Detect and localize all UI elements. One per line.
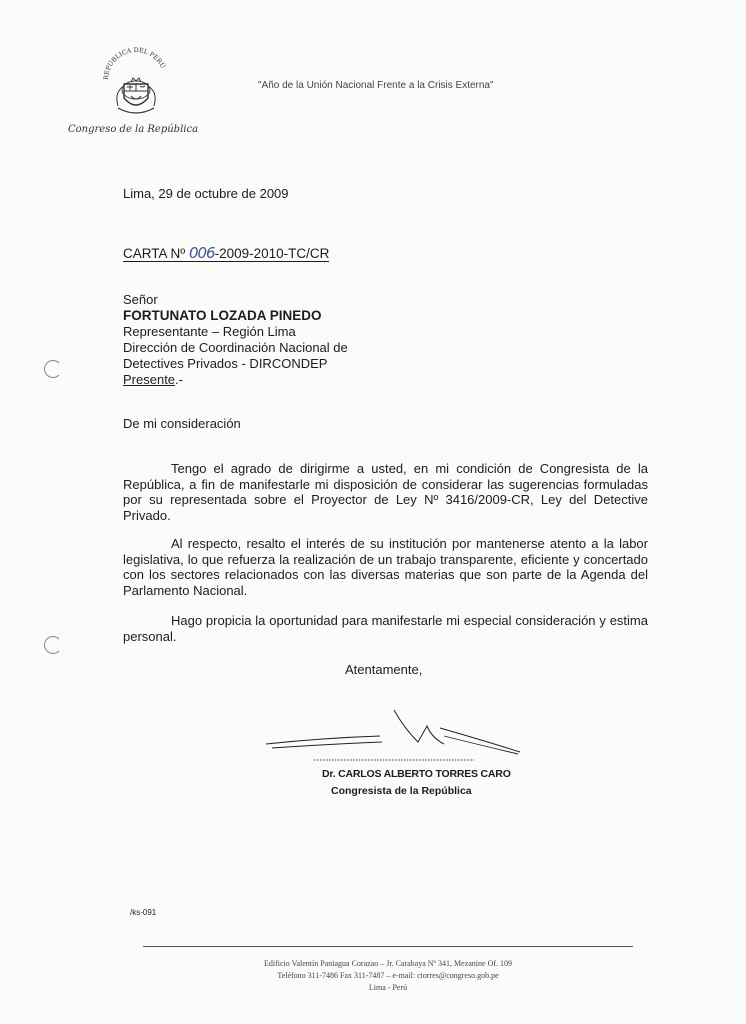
presente-suffix: .- [175,372,183,387]
punch-hole-mark [44,360,62,378]
seal-caption: Congreso de la República [68,124,199,135]
letter-reference [123,246,329,262]
reference-code: /ks-091 [130,908,157,917]
footer-address [143,958,633,994]
recipient-organization-line-2: Detectives Privados - DIRCONDEP [123,356,328,371]
coat-of-arms-seal [100,42,172,128]
reference-suffix: -2009-2010-TC/CR [214,246,330,261]
handwritten-signature [262,708,524,768]
body-paragraph-1: Tengo el agrado de dirigirme a usted, en mi condición de Congresista de la República, a fin de manifestarle mi disposición de considerar las sugerencias formuladas por su representada sobre el Proyector de Ley Nº 3416/2009-CR, Ley del Detective Privado. [123,461,648,523]
reference-prefix: CARTA Nº [123,246,189,261]
recipient-presente [123,372,348,388]
presente-label: Presente [123,372,176,387]
svg-text:REPÚBLICA DEL PERÚ [103,47,167,80]
closing: Atentamente, [345,662,423,677]
signer-title: Congresista de la República [331,785,472,797]
seal-text: REPÚBLICA DEL PERÚ [102,46,167,81]
footer-city-line: Lima - Perú [368,983,408,992]
body-paragraph-3: Hago propicia la oportunidad para manifestarle mi especial consideración y estima personal. [123,613,648,644]
body-paragraph-2: Al respecto, resalto el interés de su institución por mantenerse atento a la labor legislativa, lo que refuerza la realización de un trabajo transparente, eficiente y concertado con los sectores relacionados con las diversas materias que son parte de la Agenda del Parlamento Nacional. [123,536,648,598]
handwritten-letter-number: 006 [188,244,215,262]
footer-contact-line: Teléfono 311-7486 Fax 311-7487 – e-mail: ctorres@congreso.gob.pe [277,971,499,980]
letter-date: Lima, 29 de octubre de 2009 [123,186,289,201]
recipient-honorific: Señor [123,292,158,307]
footer-address-line: Edificio Valentín Paniagua Corazao – Jr. Carabaya Nº 341, Mezanine Of. 109 [263,959,513,968]
year-motto: "Año de la Unión Nacional Frente a la Crisis Externa" [258,80,494,91]
recipient-position: Representante – Región Lima [123,324,296,339]
signer-name: Dr. CARLOS ALBERTO TORRES CARO [322,768,511,780]
recipient-name: FORTUNATO LOZADA PINEDO [123,308,322,323]
recipient-block [123,292,348,388]
recipient-organization-line-1: Dirección de Coordinación Nacional de [123,340,348,355]
punch-hole-mark [44,636,62,654]
footer-divider [143,946,633,947]
salutation: De mi consideración [123,416,241,431]
